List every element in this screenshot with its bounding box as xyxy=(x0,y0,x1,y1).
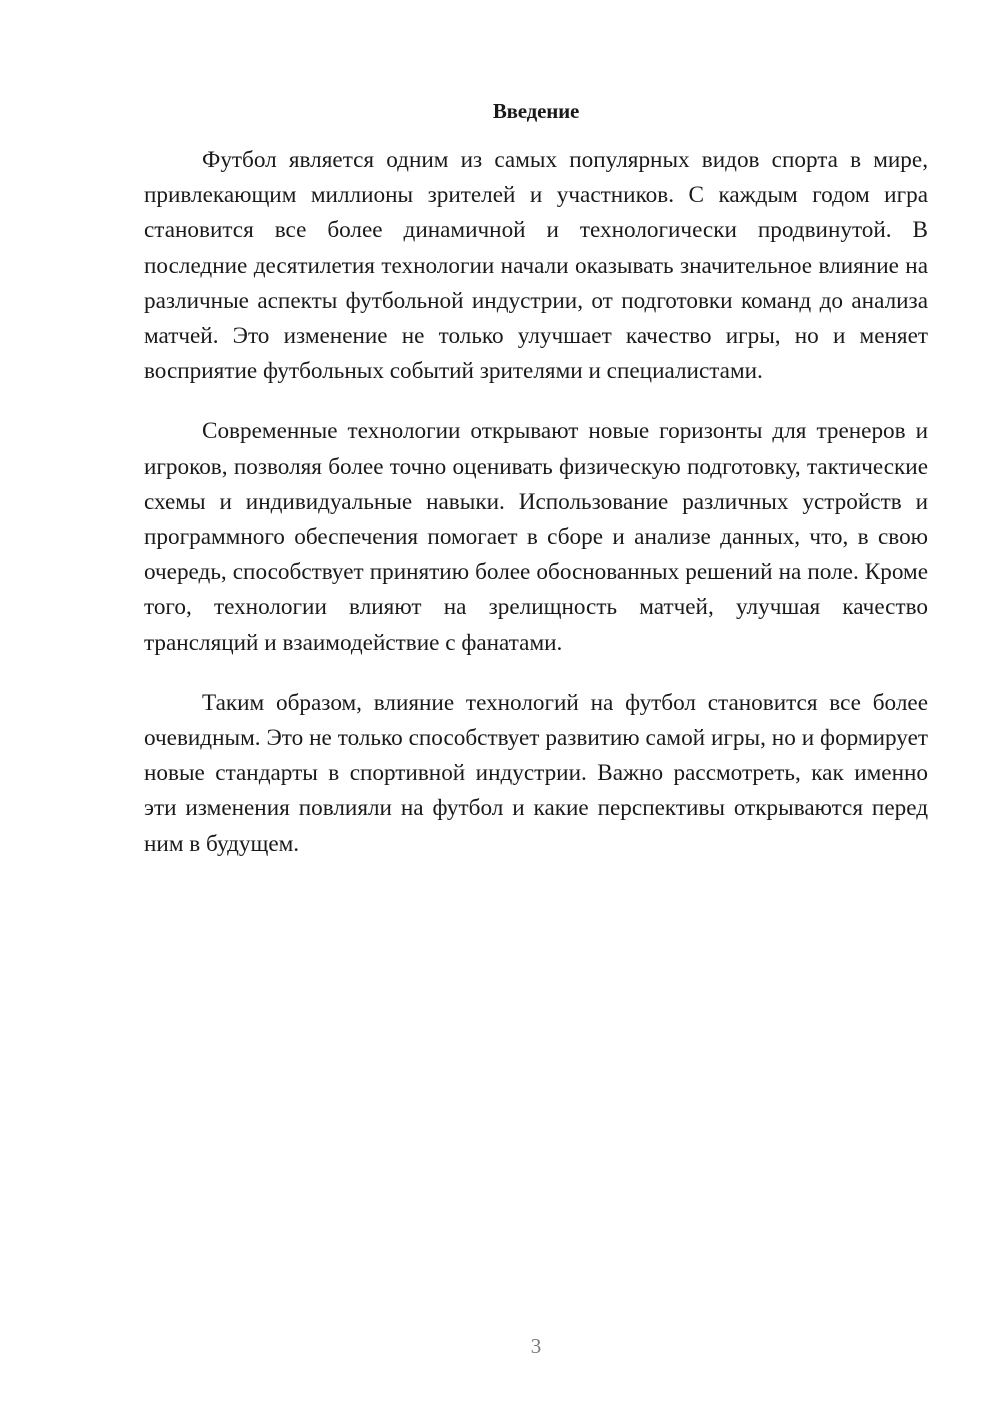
page-title: Введение xyxy=(492,99,580,123)
page-number: 3 xyxy=(530,1334,542,1358)
paragraph-3: Таким образом, влияние технологий на футбол становится все более очевидным. Это не только способствует развитию самой игры, но и формирует новые стандарты в спортивной индустрии. Важно рассмотреть, как именно эти изменения повлияли на футбол и какие перспективы открываются перед ним в будущем. xyxy=(144,689,928,857)
paragraph-2: Современные технологии открывают новые горизонты для тренеров и игроков, позволяя более точно оценивать физическую подготовку, тактические схемы и индивидуальные навыки. Использование различных устройств и программного обеспечения помогает в сборе и анализе данных, что, в свою очередь, способствует принятию более обоснованных решений на поле. Кроме того, технологии влияют на зрелищность матчей, улучшая качество трансляций и взаимодействие с фанатами. xyxy=(144,418,928,656)
body-text xyxy=(144,143,928,862)
paragraph-1: Футбол является одним из самых популярных видов спорта в мире, привлекающим миллионы зрителей и участников. С каждым годом игра становится все более динамичной и технологически продвинутой. В последние десятилетия технологии начали оказывать значительное влияние на различные аспекты футбольной индустрии, от подготовки команд до анализа матчей. Это изменение не только улучшает качество игры, но и меняет восприятие футбольных событий зрителями и специалистами. xyxy=(144,147,928,385)
